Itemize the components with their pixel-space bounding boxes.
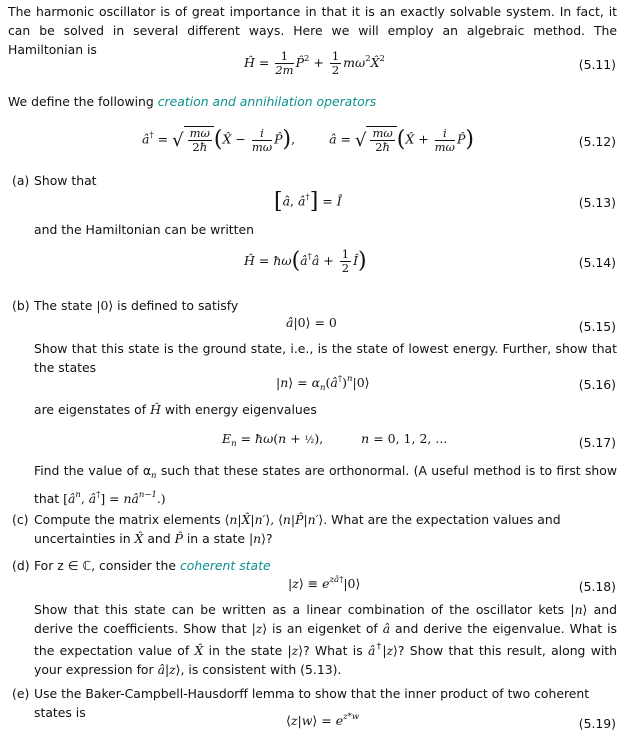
part-a-label: (a) (12, 173, 30, 188)
equation-5-15 (0, 312, 627, 342)
equation-5-11 (0, 50, 627, 80)
coherent-state-link[interactable]: coherent state (179, 558, 271, 573)
equation-number: (5.16) (578, 377, 616, 392)
equation-number: (5.13) (578, 195, 616, 210)
equation-5-13 (0, 188, 627, 218)
equation-5-19 (0, 706, 627, 736)
energy-eigenvalues: $E_n$ = ħω(n + ½), n = 0, 1, 2, ... (222, 431, 448, 449)
equation-5-14 (0, 248, 627, 278)
part-b-text-pre: The state (34, 298, 97, 313)
part-b-text: The state |0⟩ is defined to satisfy (34, 298, 239, 313)
equation-5-18 (0, 572, 627, 602)
part-b-text-3-post: with energy eigenvalues (160, 402, 317, 417)
part-b-text-3-pre: are eigenstates of (34, 402, 151, 417)
part-b-text-4b: such that these states are orthonormal. (A useful method is to first show that (34, 463, 617, 506)
part-b-label: (b) (12, 298, 30, 313)
part-b-text-4: Find the value of α (34, 463, 152, 478)
definition-text: We define the following (8, 94, 158, 109)
equation-5-16 (0, 370, 627, 400)
part-c-text-1: Compute the matrix elements (34, 512, 221, 527)
hamiltonian-ladder-formula: Ĥ = ħω(â†â + $\frac{1}{2}$ Î) (244, 247, 367, 275)
equation-5-12 (0, 124, 627, 164)
commutator-formula: [â, â†] = Î (274, 189, 342, 214)
inner-product-formula: ⟨z|w⟩ = $e^{z*w}$ (286, 712, 360, 728)
part-b-paragraph-2: Show that this state is the ground state, i.e., is the state of lowest energy. Further, show that the states (34, 341, 617, 375)
equation-number: (5.12) (578, 134, 616, 149)
equation-number: (5.15) (578, 319, 616, 334)
part-e-text: Use the Baker-Campbell-Hausdorff lemma to show that the inner product of two coherent states is (34, 686, 590, 720)
part-d-paragraph-2: Show that this state can be written as a linear combination of the oscillator kets |n⟩ and derive the coefficients. Show that |z⟩ is an eigenket of â and derive the eigenvalue. What is the expectation value of X̂ in the state |z⟩? What is â†|z⟩? Show that this result, along with your expression for â|z⟩, is consistent with (5.13). (34, 602, 617, 677)
equation-number: (5.17) (578, 435, 616, 450)
part-c-label: (c) (12, 512, 29, 527)
definition-sentence (8, 92, 617, 111)
creation-annihilation-link[interactable]: creation and annihilation operators (157, 94, 377, 109)
part-b-text-post: is defined to satisfy (113, 298, 239, 313)
part-b-text-3: are eigenstates of Ĥ with energy eigenvalues (34, 402, 317, 417)
intro-paragraph: The harmonic oscillator is of great importance in that it is an exactly solvable system. In fact, it can be solved in several different ways. Here we will employ an algebraic method. The Hamiltonian is (8, 4, 617, 57)
ground-state-condition: â|0⟩ = 0 (286, 315, 337, 330)
part-d-label: (d) (12, 558, 30, 573)
hamiltonian-formula: Ĥ = $\frac{1}{2m}$ P̂$^2$ + $\frac{1}{2}$ $m\omega^2X̂^2$ (244, 49, 385, 77)
part-a-text-2: and the Hamiltonian can be written (34, 222, 254, 237)
equation-number: (5.11) (578, 57, 616, 72)
part-c-text: Compute the matrix elements ⟨n|X̂|n′⟩, ⟨n|P̂|n′⟩. What are the expectation values and uncertainties in X̂ and P̂ in a state |n⟩? (34, 512, 561, 546)
number-state-formula: |n⟩ = $\alpha_n(â^\dagger)^n|0⟩$ (276, 374, 370, 393)
equation-5-17 (0, 428, 627, 458)
part-e-label: (e) (12, 686, 30, 701)
equation-number: (5.19) (578, 716, 616, 731)
equation-number: (5.18) (578, 579, 616, 594)
part-d-text-pre: For z ∈ ℂ, consider the (34, 558, 180, 573)
coherent-state-definition: |z⟩ ≡ $e^{zâ\dagger}|0⟩$ (288, 575, 361, 591)
operator-definitions: â† = √ $\frac{m\omega}{2ħ}$ (X̂ − $\frac{i}{m\omega}$ P̂), â = √ $\frac{m\omega}{2ħ}$ (X̂ + $\frac{i}{m\omega}$ P̂) (142, 125, 474, 154)
part-b-paragraph-4: Find the value of $\alpha_n$ such that these states are orthonormal. (A useful method is to first show that [$â^n$, â†] = $nâ^{n-1}$.) (34, 463, 617, 506)
part-a-text: Show that (34, 173, 97, 188)
equation-number: (5.14) (578, 255, 616, 270)
